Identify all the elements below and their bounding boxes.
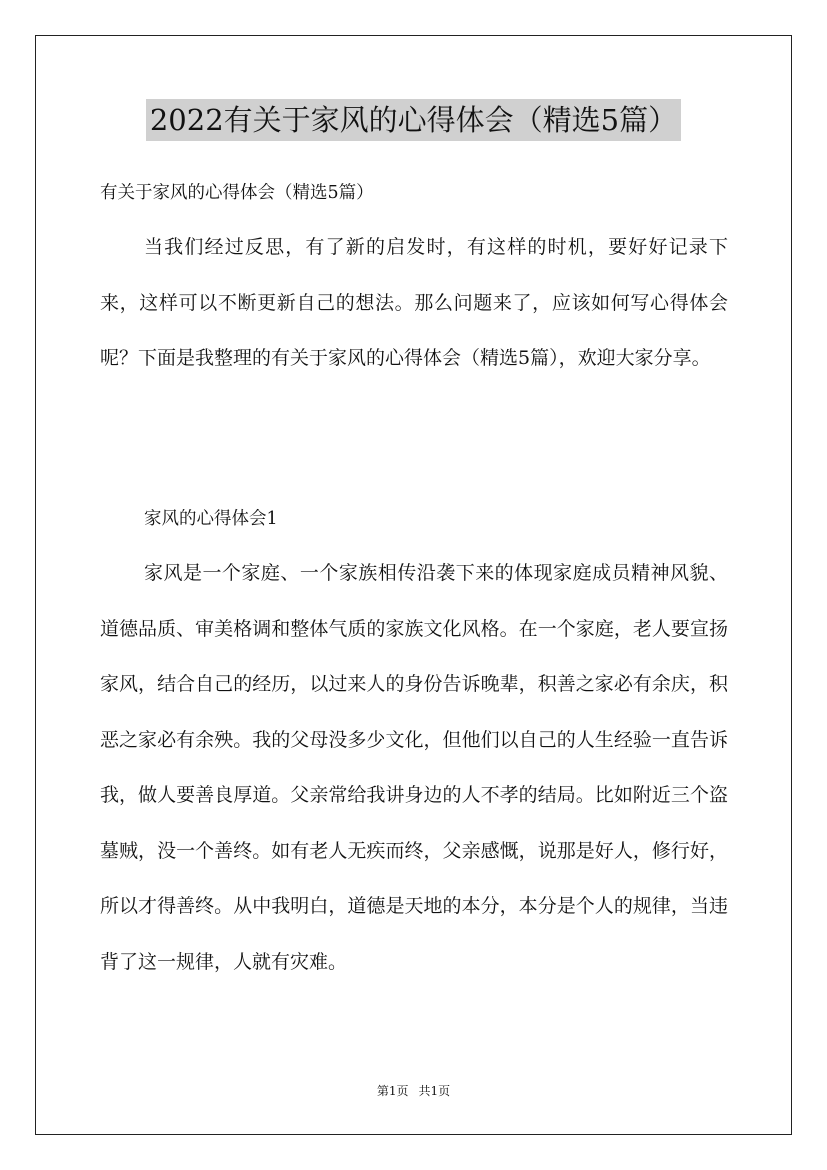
document-title: 2022有关于家风的心得体会（精选5篇）: [146, 99, 681, 141]
section-paragraph: 家风是一个家庭、一个家族相传沿袭下来的体现家庭成员精神风貌、道德品质、审美格调和整体气质的家族文化风格。在一个家庭，老人要宣扬家风，结合自己的经历，以过来人的身份告诉晚辈，积善之家必有余庆，积恶之家必有余殃。我的父母没多少文化，但他们以自己的人生经验一直告诉我，做人要善良厚道。父亲常给我讲身边的人不孝的结局。比如附近三个盗墓贼，没一个善终。如有老人无疾而终，父亲感慨，说那是好人，修行好，所以才得善终。从中我明白，道德是天地的本分，本分是个人的规律，当违背了这一规律，人就有灾难。: [100, 562, 728, 973]
intro-paragraph: 当我们经过反思，有了新的启发时，有这样的时机，要好好记录下来，这样可以不断更新自己的想法。那么问题来了，应该如何写心得体会呢？下面是我整理的有关于家风的心得体会（精选5篇），欢迎大家分享。: [100, 236, 728, 369]
document-subtitle: 有关于家风的心得体会（精选5篇）: [100, 183, 374, 203]
page-number-current: 第1页: [376, 1084, 409, 1098]
page-number-total: 共1页: [418, 1084, 451, 1098]
page-footer: [0, 1083, 827, 1099]
section-heading: 家风的心得体会1: [144, 509, 278, 529]
title-container: [0, 99, 827, 141]
